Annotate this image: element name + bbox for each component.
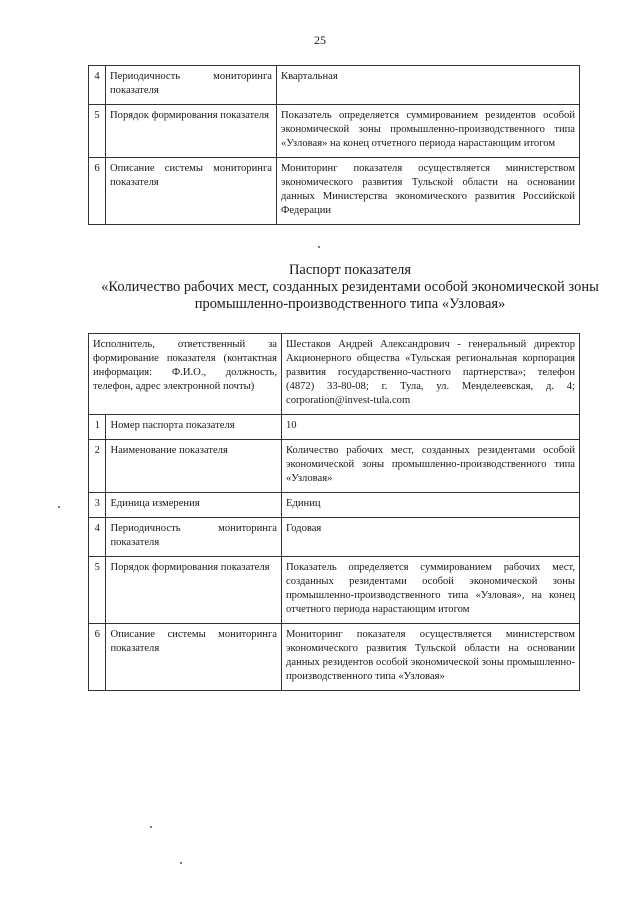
table-row [89,493,580,518]
row-label: Описание системы мониторинга показателя [106,158,277,225]
row-number: 6 [89,624,106,691]
passport-title: Паспорт показателя [288,262,412,278]
row-number: 5 [89,557,106,624]
table-row [89,158,580,225]
row-number: 5 [89,105,106,158]
row-number: 4 [89,518,106,557]
row-value: Годовая [282,518,580,557]
executor-row [89,334,580,415]
row-label: Единица измерения [106,493,282,518]
row-value: Количество рабочих мест, созданных резидентами особой экономической зоны промышленно-производственного типа «Узловая» [282,440,580,493]
row-number: 6 [89,158,106,225]
page-number: 25 [314,33,326,47]
table-row [89,105,580,158]
row-label: Порядок формирования показателя [106,557,282,624]
table-row [89,557,580,624]
passport-table [88,333,580,691]
row-value: Квартальная [277,66,580,105]
scan-speck [180,862,182,864]
row-number: 3 [89,493,106,518]
table-row [89,518,580,557]
table-row [89,624,580,691]
row-value: Мониторинг показателя осуществляется министерством экономического развития Тульской области на основании данных Министерства экономического развития Российской Федерации [277,158,580,225]
row-value: Показатель определяется суммированием резидентов особой экономической зоны промышленно-производственного типа «Узловая» на конец отчетного периода нарастающим итогом [277,105,580,158]
row-label: Наименование показателя [106,440,282,493]
row-number: 2 [89,440,106,493]
passport-subtitle: «Количество рабочих мест, созданных резидентами особой экономической зоны промышленно-производственного типа «Узловая» [101,279,599,312]
table-row [89,415,580,440]
row-label: Периодичность мониторинга показателя [106,66,277,105]
executor-value: Шестаков Андрей Александрович - генеральный директор Акционерного общества «Тульская региональная корпорация развития государственно-частного партнерства»; телефон (4872) 33-80-08; г. Тула, ул. Менделеевская, д. 4; corporation@invest-tula.com [282,334,580,415]
scan-speck [318,246,320,248]
executor-label: Исполнитель, ответственный за формирование показателя (контактная информация: Ф.И.О., должность, телефон, адрес электронной почты) [89,334,282,415]
row-number: 1 [89,415,106,440]
row-label: Порядок формирования показателя [106,105,277,158]
row-number: 4 [89,66,106,105]
table-row [89,440,580,493]
passport-heading [60,262,640,313]
scan-speck [58,506,60,508]
scan-speck [150,826,152,828]
row-value: Показатель определяется суммированием рабочих мест, созданных резидентами особой экономической зоны промышленно-производственного типа «Узловая», на конец отчетного периода нарастающим итогом [282,557,580,624]
table-row [89,66,580,105]
row-value: Единиц [282,493,580,518]
continued-table [88,65,580,225]
row-label: Периодичность мониторинга показателя [106,518,282,557]
row-label: Номер паспорта показателя [106,415,282,440]
row-value: 10 [282,415,580,440]
row-label: Описание системы мониторинга показателя [106,624,282,691]
row-value: Мониторинг показателя осуществляется министерством экономического развития Тульской области на основании данных резидентов особой экономической зоны промышленно-производственного типа «Узловая» [282,624,580,691]
